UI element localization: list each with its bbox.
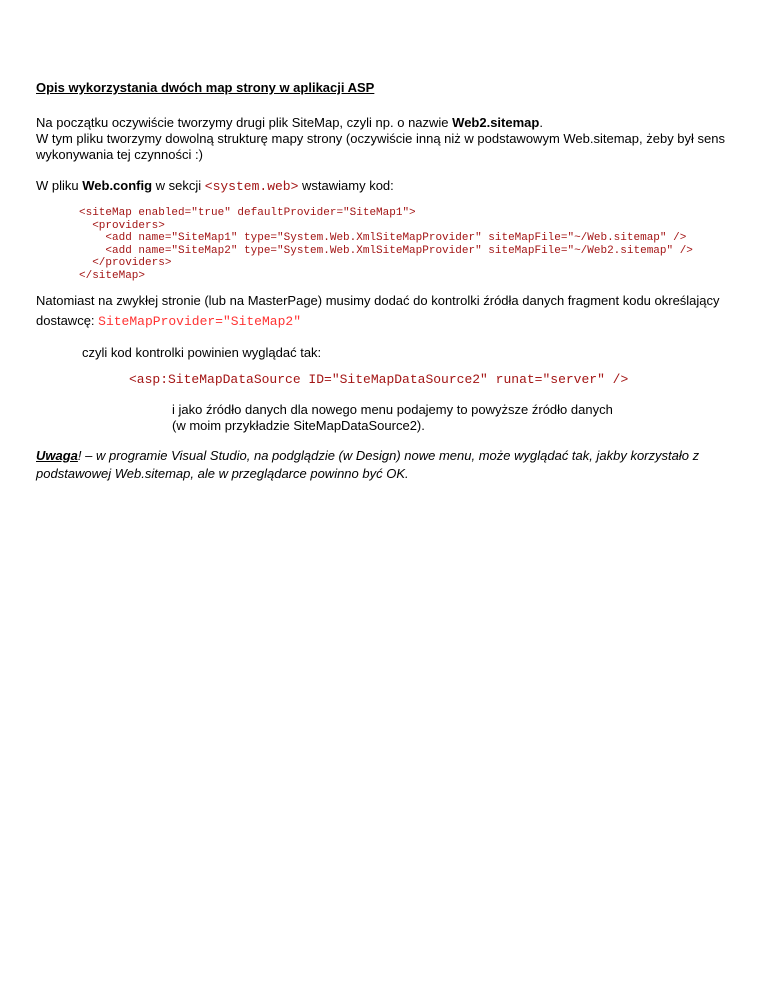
- code-line-2: <providers>: [79, 219, 165, 232]
- code-line-datasource: <asp:SiteMapDataSource ID="SiteMapDataSource2" runat="server" />: [129, 372, 629, 387]
- paragraph-control-code: czyli kod kontrolki powinien wyglądać tak:: [82, 345, 322, 360]
- intro-period: .: [539, 115, 543, 130]
- code-line-3: <add name="SiteMap1" type="System.Web.XmlSiteMapProvider" siteMapFile="~/Web.sitemap" />: [79, 232, 687, 244]
- document-title: Opis wykorzystania dwóch map strony w aplikacji ASP: [36, 80, 375, 95]
- paragraph-structure-line2: wykonywania tej czynności :): [36, 147, 203, 162]
- paragraph-warning-line1: [36, 448, 699, 464]
- paragraph-warning-line2: podstawowej Web.sitemap, ale w przeglądarce powinno być OK.: [36, 466, 409, 481]
- webconfig-prefix: W pliku: [36, 178, 83, 193]
- code-line-6: </siteMap>: [79, 269, 146, 282]
- code-line-5: </providers>: [79, 257, 172, 269]
- paragraph-menu-source-line1: i jako źródło danych dla nowego menu podajemy to powyższe źródło danych: [172, 402, 613, 417]
- webconfig-mid: w sekcji: [152, 178, 205, 193]
- code-line-4: <add name="SiteMap2" type="System.Web.XmlSiteMapProvider" siteMapFile="~/Web2.sitemap" />: [79, 244, 693, 257]
- paragraph-intro: [36, 115, 543, 131]
- warning-text: ! – w programie Visual Studio, na podglądzie (w Design) nowe menu, może wyglądać tak, jakby korzystało z: [77, 448, 700, 463]
- paragraph-provider: [36, 313, 301, 330]
- intro-text: Na początku oczywiście tworzymy drugi plik SiteMap, czyli np. o nazwie: [36, 115, 453, 130]
- filename-web-config: Web.config: [82, 178, 153, 193]
- paragraph-structure-line1: W tym pliku tworzymy dowolną strukturę mapy strony (oczywiście inną niż w podstawowym Web.sitemap, żeby był sens: [36, 131, 725, 146]
- provider-prefix: dostawcę:: [36, 313, 99, 328]
- warning-label: Uwaga: [36, 448, 78, 463]
- inline-code-system-web: <system.web>: [204, 179, 299, 194]
- paragraph-webconfig: [36, 178, 394, 195]
- webconfig-suffix: wstawiamy kod:: [298, 178, 394, 193]
- paragraph-menu-source-line2: (w moim przykładzie SiteMapDataSource2).: [172, 418, 425, 433]
- filename-web2-sitemap: Web2.sitemap: [452, 115, 540, 130]
- paragraph-masterpage: Natomiast na zwykłej stronie (lub na MasterPage) musimy dodać do kontrolki źródła danych fragment kodu określający: [36, 293, 720, 308]
- code-line-1: <siteMap enabled="true" defaultProvider="SiteMap1">: [79, 207, 416, 219]
- code-block-sitemap-config: [79, 207, 693, 282]
- inline-code-sitemapprovider: SiteMapProvider="SiteMap2": [98, 314, 301, 329]
